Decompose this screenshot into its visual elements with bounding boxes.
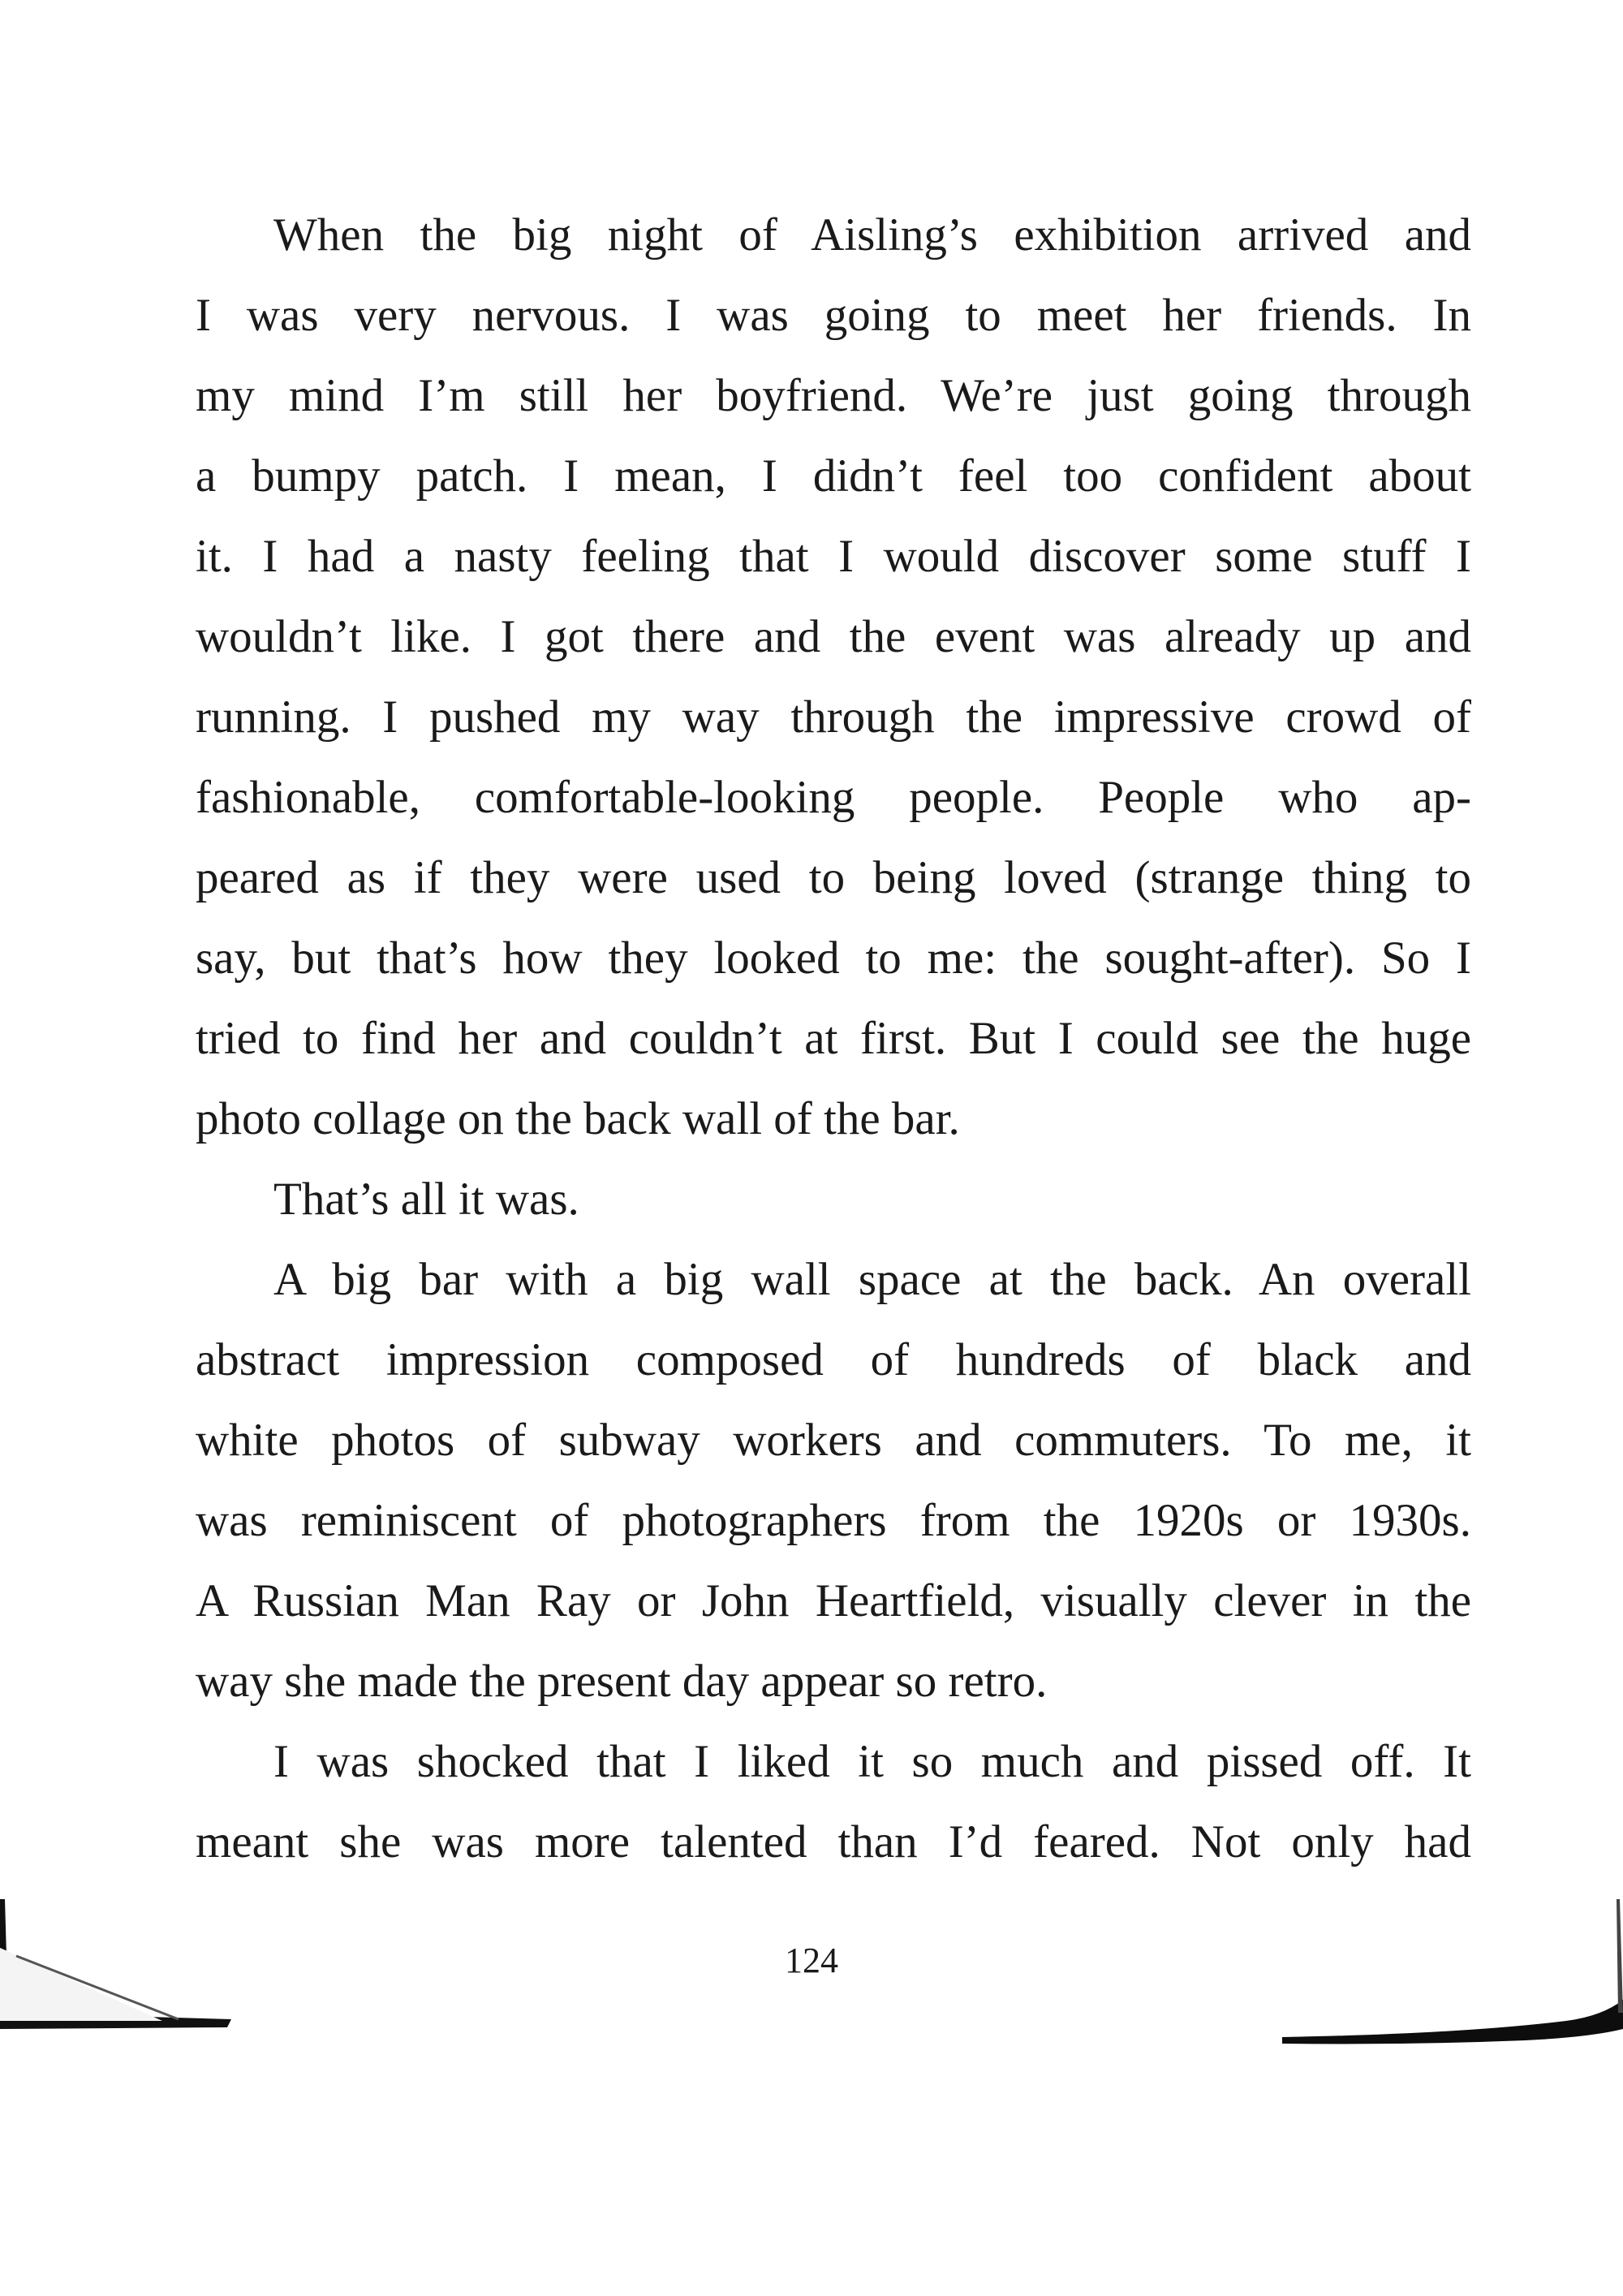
- text-line: I was shocked that I liked it so much and pissed off. It: [273, 1736, 1471, 1787]
- text-line: I was very nervous. I was going to meet her friends. In: [196, 290, 1471, 341]
- page-edge-shadow-right: [1282, 1980, 1623, 2053]
- text-line: it. I had a nasty feeling that I would discover some stuff I: [196, 531, 1471, 582]
- body-text: [196, 195, 1471, 1882]
- text-line: tried to find her and couldn’t at first. But I could see the huge: [196, 1013, 1471, 1064]
- text-line: fashionable, comfortable-looking people. People who ap-: [196, 772, 1471, 823]
- text-line: a bumpy patch. I mean, I didn’t feel too confident about: [196, 450, 1471, 502]
- page-edge-shadow-left: [0, 1899, 243, 2029]
- text-line: peared as if they were used to being loved (strange thing to: [196, 852, 1471, 903]
- text-line: white photos of subway workers and commuters. To me, it: [196, 1415, 1471, 1466]
- text-line: meant she was more talented than I’d feared. Not only had: [196, 1816, 1471, 1867]
- text-line: photo collage on the back wall of the bar.: [196, 1093, 960, 1144]
- text-line: abstract impression composed of hundreds of black and: [196, 1334, 1471, 1385]
- text-line: When the big night of Aisling’s exhibition arrived and: [273, 209, 1471, 261]
- text-line: wouldn’t like. I got there and the event was already up and: [196, 611, 1471, 662]
- text-line: running. I pushed my way through the impressive crowd of: [196, 691, 1471, 743]
- text-line: my mind I’m still her boyfriend. We’re just going through: [196, 370, 1471, 421]
- page-number: 124: [785, 1941, 838, 1980]
- text-line: way she made the present day appear so retro.: [196, 1656, 1048, 1707]
- text-line: say, but that’s how they looked to me: the sought-after). So I: [196, 933, 1471, 984]
- text-line: A Russian Man Ray or John Heartfield, visually clever in the: [196, 1575, 1471, 1626]
- page-edge-line-right: [1612, 1899, 1623, 2013]
- text-line: That’s all it was.: [273, 1174, 579, 1225]
- text-line: A big bar with a big wall space at the back. An overall: [273, 1254, 1471, 1305]
- text-line: was reminiscent of photographers from the 1920s or 1930s.: [196, 1495, 1471, 1546]
